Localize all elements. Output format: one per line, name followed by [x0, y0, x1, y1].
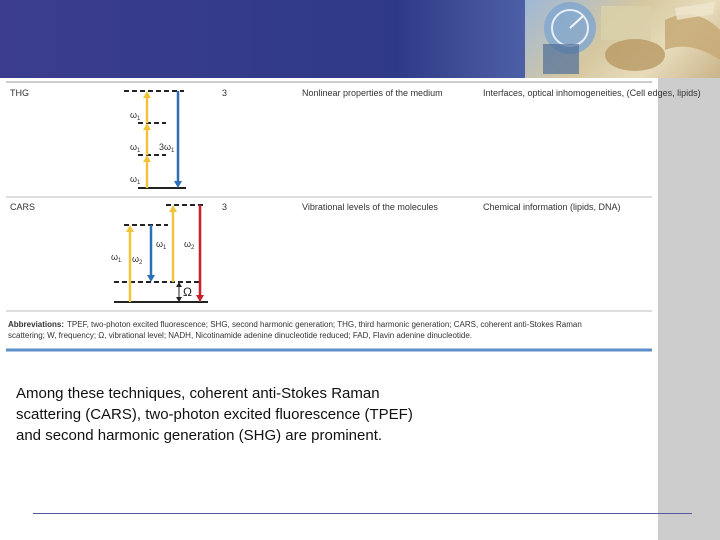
nonlinear-techniques-table [6, 80, 701, 352]
cars-energy-diagram [114, 205, 208, 302]
body-line-2: scattering (CARS), two-photon excited fluorescence (TPEF) [16, 406, 413, 423]
thg-information: Interfaces, optical inhomogeneities, (Cell edges, lipids) [483, 88, 701, 98]
cars-technique-label: CARS [10, 202, 36, 212]
thg-label-3w1: $3\omega_1$ [159, 142, 175, 154]
cars-label-omega: Ω [183, 285, 192, 299]
body-paragraph [16, 383, 616, 446]
thg-label-w1-top: $\omega_1$ [130, 110, 141, 122]
thg-technique-label: THG [10, 88, 29, 98]
thg-label-w1-bottom: $\omega_1$ [130, 174, 141, 186]
header-collage-image [525, 0, 720, 78]
abbreviations-line-1: Abbreviations: TPEF, two-photon excited fluorescence; SHG, second harmonic generation; THG, third harmonic generation; CARS, coherent anti-Stokes Raman [8, 320, 582, 329]
cars-information: Chemical information (lipids, DNA) [483, 202, 621, 212]
thg-property: Nonlinear properties of the medium [302, 88, 443, 98]
cars-label-w2-left: $\omega_2$ [132, 254, 143, 266]
cars-label-w2-right: $\omega_2$ [184, 239, 195, 251]
body-line-1: Among these techniques, coherent anti-Stokes Raman [16, 385, 380, 402]
cars-property: Vibrational levels of the molecules [302, 202, 438, 212]
thg-photon-count: 3 [222, 88, 228, 98]
abbreviations-line-2: scattering; W, frequency; Ω, vibrational level; NADH, Nicotinamide adenine dinucleotide reduced; FAD, Flavin adenine dinucleotide. [8, 331, 473, 340]
thg-label-w1-mid: $\omega_1$ [130, 142, 141, 154]
body-line-3: and second harmonic generation (SHG) are prominent. [16, 427, 383, 444]
right-side-strip [658, 78, 720, 540]
cars-label-w1-right: $\omega_1$ [156, 239, 167, 251]
footer-rule [33, 513, 692, 514]
cars-photon-count: 3 [222, 202, 228, 212]
cars-label-w1-left: $\omega_1$ [111, 252, 122, 264]
